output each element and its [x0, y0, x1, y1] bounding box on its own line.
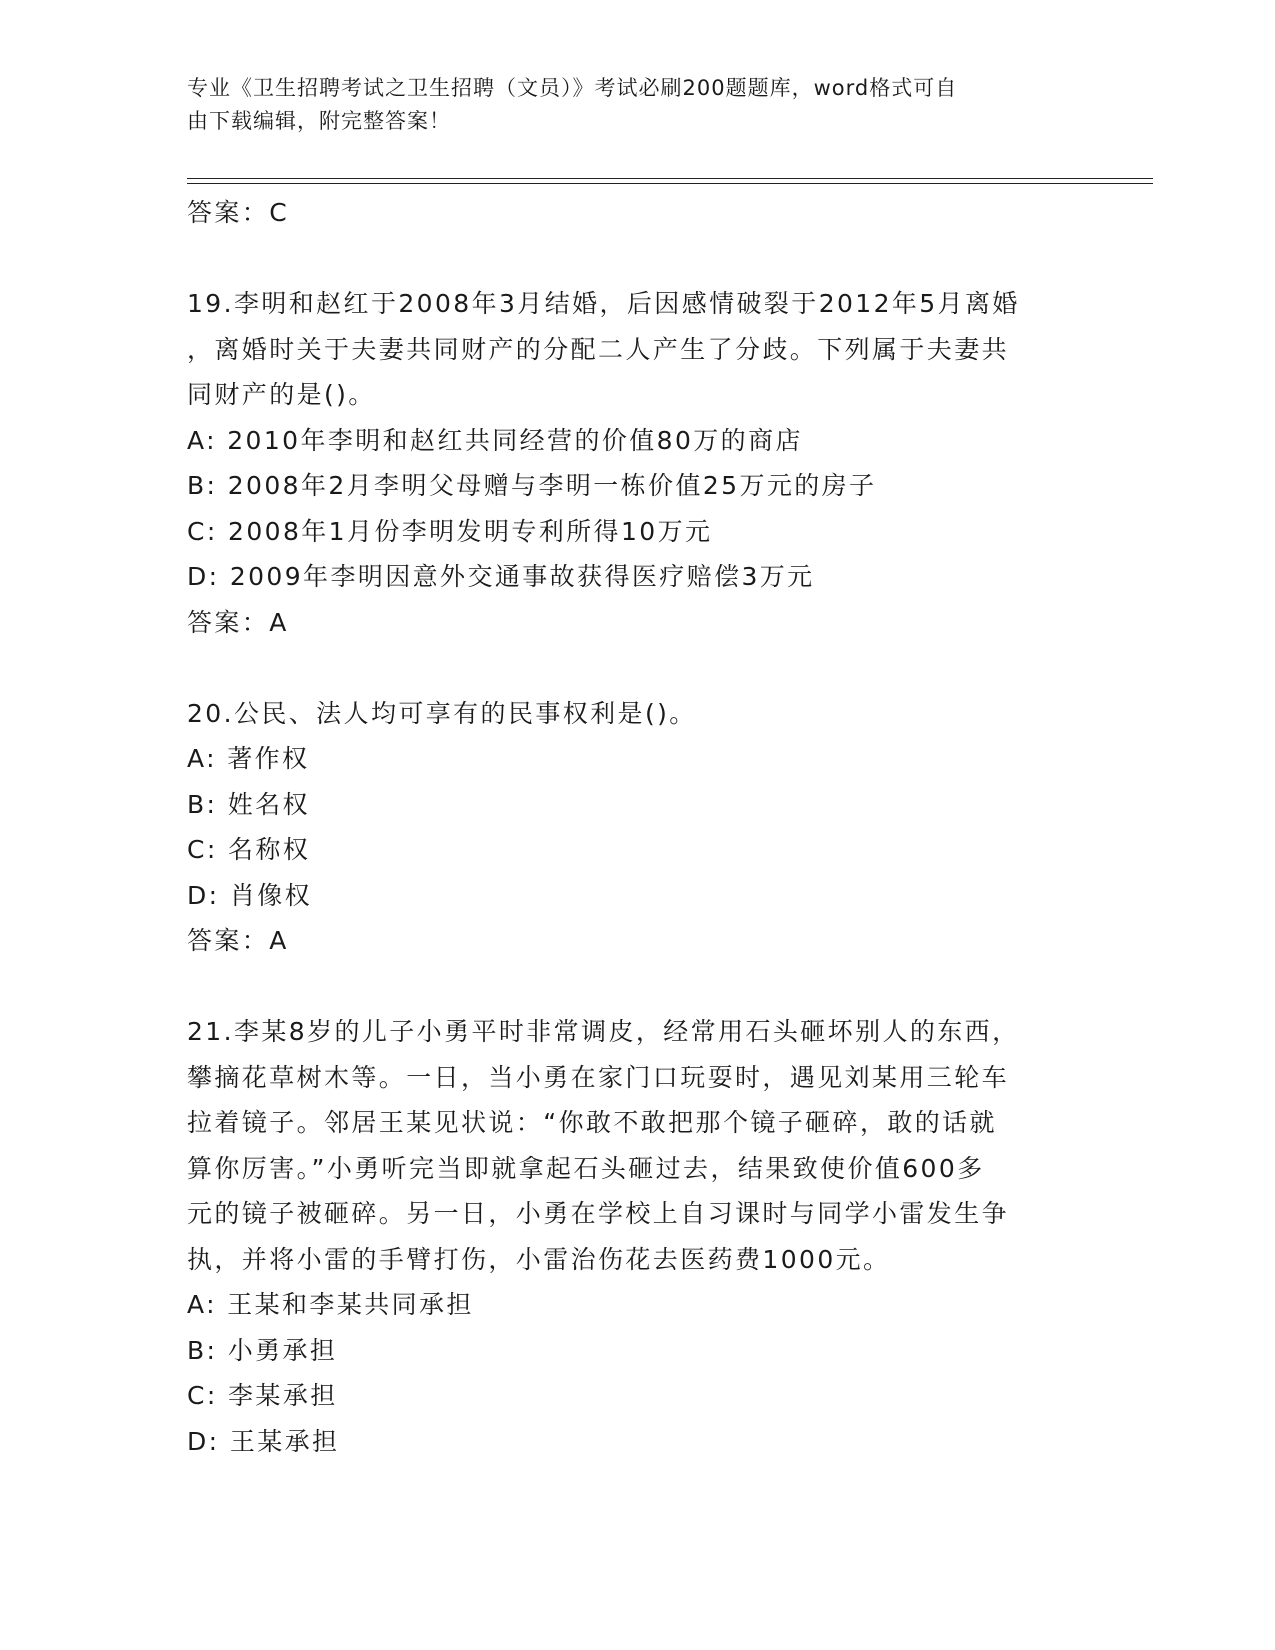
option-a: A: 王某和李某共同承担	[187, 1290, 474, 1319]
question-stem: ，离婚时关于夫妻共同财产的分配二人产生了分歧。下列属于夫妻共	[187, 334, 1010, 364]
question-stem: 拉着镜子。邻居王某见状说：“你敢不敢把那个镜子砸碎，敢的话就	[187, 1108, 997, 1137]
option-a: A: 著作权	[187, 744, 310, 773]
option-d: D: 2009年李明因意外交通事故获得医疗赔偿3万元	[187, 562, 815, 591]
question-20	[187, 691, 1087, 964]
answer-line: 答案：A	[187, 607, 289, 637]
header-line: 由下载编辑，附完整答案！	[187, 109, 451, 133]
question-21	[187, 1009, 1087, 1464]
header-rule	[187, 183, 1153, 184]
question-stem: 算你厉害。”小勇听完当即就拿起石头砸过去，结果致使价值600多	[187, 1153, 985, 1183]
header-rule	[187, 178, 1153, 179]
option-c: C: 李某承担	[187, 1381, 338, 1410]
question-19	[187, 281, 1087, 645]
option-d: D: 肖像权	[187, 880, 313, 910]
option-a: A: 2010年李明和赵红共同经营的价值80万的商店	[187, 425, 803, 455]
question-stem: 同财产的是()。	[187, 380, 376, 409]
option-d: D: 王某承担	[187, 1426, 340, 1456]
question-stem: 攀摘花草树木等。一日，当小勇在家门口玩耍时，遇见刘某用三轮车	[187, 1062, 1010, 1092]
page-header	[187, 72, 1067, 138]
question-stem: 19.李明和赵红于2008年3月结婚，后因感情破裂于2012年5月离婚	[187, 289, 1020, 318]
document-body	[187, 190, 1087, 1464]
question-stem: 执，并将小雷的手臂打伤，小雷治伤花去医药费1000元。	[187, 1244, 891, 1274]
option-c: C: 2008年1月份李明发明专利所得10万元	[187, 516, 713, 546]
question-stem: 20.公民、法人均可享有的民事权利是()。	[187, 698, 697, 728]
option-b: B: 姓名权	[187, 789, 310, 819]
answer-line: 答案：A	[187, 926, 289, 955]
option-c: C: 名称权	[187, 835, 311, 864]
question-stem: 元的镜子被砸碎。另一日，小勇在学校上自习课时与同学小雷发生争	[187, 1199, 1010, 1228]
header-line: 专业《卫生招聘考试之卫生招聘（文员）》考试必刷200题题库，word格式可自	[187, 76, 958, 100]
option-b: B: 2008年2月李明父母赠与李明一栋价值25万元的房子	[187, 471, 877, 500]
answer-line: 答案：C	[187, 198, 290, 227]
question-stem: 21.李某8岁的儿子小勇平时非常调皮，经常用石头砸坏别人的东西，	[187, 1017, 1020, 1046]
option-b: B: 小勇承担	[187, 1335, 338, 1365]
